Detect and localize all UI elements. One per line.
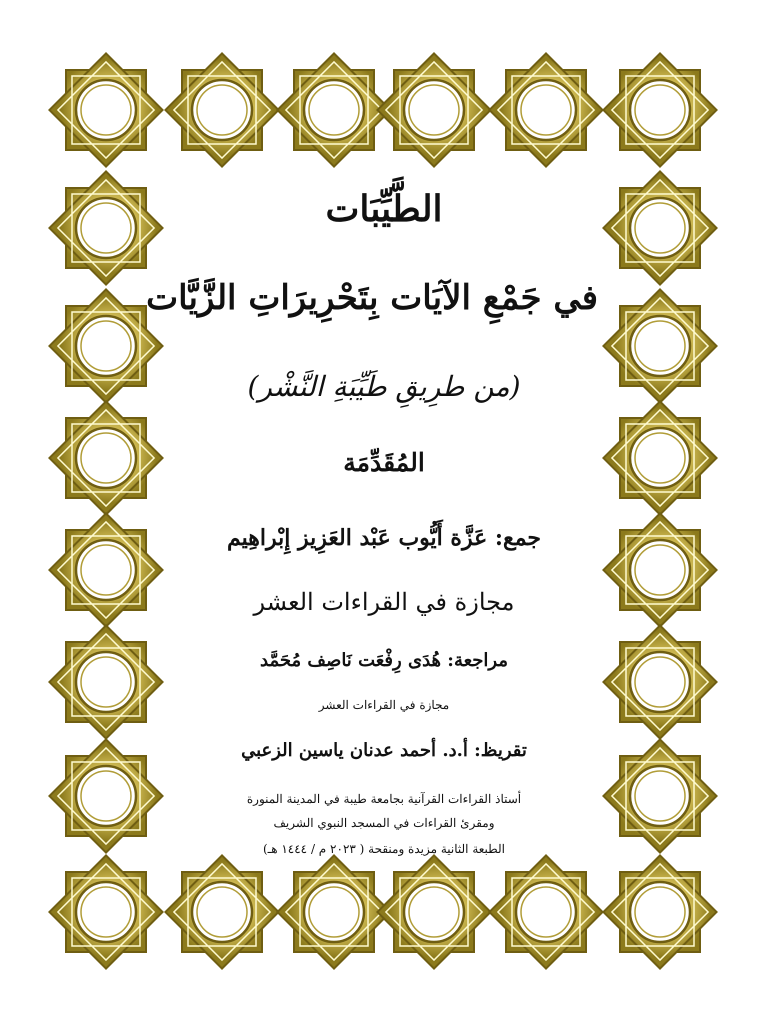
- section-title: المُقَدِّمَة: [343, 448, 425, 477]
- foreword-credential-line-1: أستاذ القراءات القرآنية بجامعة طيبة في المدينة المنورة: [246, 792, 522, 806]
- frame-star-ornament-icon: [165, 855, 278, 968]
- frame-star-ornament-icon: [277, 53, 390, 166]
- frame-star-ornament-icon: [489, 53, 602, 166]
- frame-star-ornament-icon: [603, 53, 716, 166]
- book-subtitle: في جَمْعِ الآيَات بِتَحْرِيرَاتِ الزَّيَّات: [146, 278, 598, 318]
- frame-star-ornament-icon: [49, 855, 162, 968]
- frame-star-ornament-icon: [49, 171, 162, 284]
- edition-info: الطبعة الثانية مزيدة ومنقحة ( ٢٠٢٣ م / ١٤٤٤ هـ): [263, 842, 505, 856]
- frame-star-ornament-icon: [603, 739, 716, 852]
- frame-star-ornament-icon: [49, 401, 162, 514]
- frame-star-ornament-icon: [603, 289, 716, 402]
- frame-star-ornament-icon: [49, 739, 162, 852]
- compiler-name: جمع: عَزَّة أَيُّوب عَبْد العَزِيز إِبْراهِيم: [226, 525, 542, 551]
- frame-star-ornament-icon: [603, 171, 716, 284]
- foreword-credential-line-2: ومقرئ القراءات في المسجد النبوي الشريف: [273, 816, 495, 830]
- cover-content: [146, 170, 598, 870]
- frame-star-ornament-icon: [603, 401, 716, 514]
- frame-star-ornament-icon: [489, 855, 602, 968]
- frame-star-ornament-icon: [49, 625, 162, 738]
- reviewer-credential: مجازة في القراءات العشر: [318, 698, 450, 712]
- book-title: الطَّيِّبَات: [325, 188, 443, 230]
- frame-star-ornament-icon: [277, 855, 390, 968]
- frame-star-ornament-icon: [49, 513, 162, 626]
- compiler-credential: مجازة في القراءات العشر: [253, 588, 515, 616]
- transmission-path: (من طرِيقِ طَيِّبَةِ النَّشْر): [247, 370, 521, 403]
- frame-star-ornament-icon: [377, 855, 490, 968]
- foreword-author: تقريظ: أ.د. أحمد عدنان ياسين الزعبي: [241, 740, 527, 761]
- frame-star-ornament-icon: [603, 625, 716, 738]
- frame-star-ornament-icon: [49, 53, 162, 166]
- frame-star-ornament-icon: [377, 53, 490, 166]
- frame-star-ornament-icon: [165, 53, 278, 166]
- reviewer-name: مراجعة: هُدَى رِفْعَت نَاصِف مُحَمَّد: [260, 650, 508, 671]
- frame-star-ornament-icon: [603, 855, 716, 968]
- frame-star-ornament-icon: [603, 513, 716, 626]
